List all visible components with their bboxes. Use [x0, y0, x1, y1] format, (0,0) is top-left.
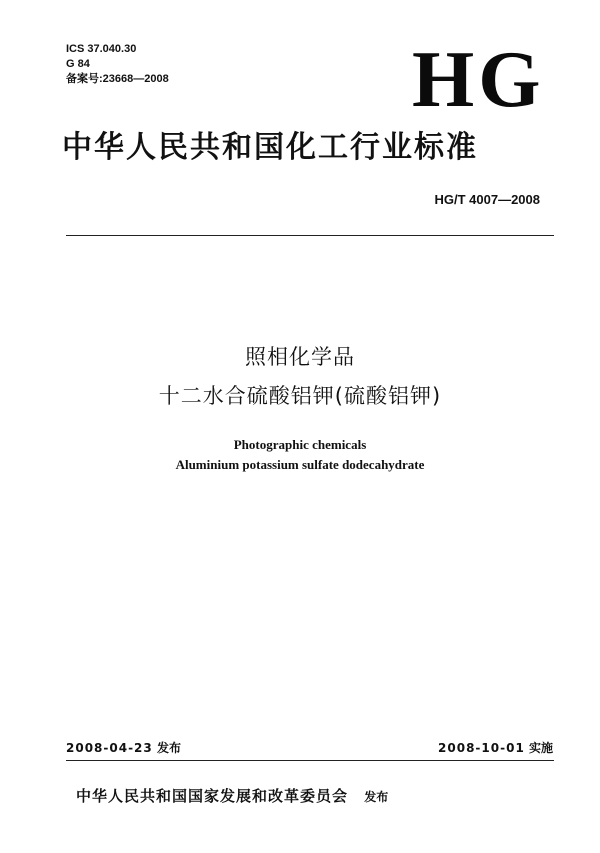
effective-date-block [438, 739, 553, 756]
issue-date: 2008-04-23 [66, 741, 153, 755]
effective-date: 2008-10-01 [438, 741, 525, 755]
ccs-code: G 84 [66, 58, 90, 70]
hg-logo: HG [412, 36, 545, 124]
issue-label: 发布 [156, 741, 181, 755]
english-title-line-1: Photographic chemicals [233, 437, 367, 452]
standard-number: HG/T 4007—2008 [434, 192, 540, 207]
effective-label: 实施 [528, 741, 553, 755]
standard-category-title: 中华人民共和国化工行业标准 [62, 130, 478, 165]
chinese-title-line-2: 十二水合硫酸铝钾(硫酸铝钾) [158, 384, 442, 408]
chinese-title-line-1: 照相化学品 [245, 345, 355, 369]
filing-number: 备案号:23668—2008 [66, 73, 169, 85]
publisher-suffix: 发布 [364, 790, 389, 804]
publisher-line [76, 786, 388, 807]
issue-date-block [66, 739, 181, 756]
classification-codes [66, 42, 169, 87]
bottom-divider [66, 760, 554, 761]
ics-code: ICS 37.040.30 [66, 43, 137, 55]
top-divider [66, 235, 554, 236]
english-title-line-2: Aluminium potassium sulfate dodecahydrate [175, 457, 425, 472]
publisher-name: 中华人民共和国国家发展和改革委员会 [76, 787, 349, 805]
